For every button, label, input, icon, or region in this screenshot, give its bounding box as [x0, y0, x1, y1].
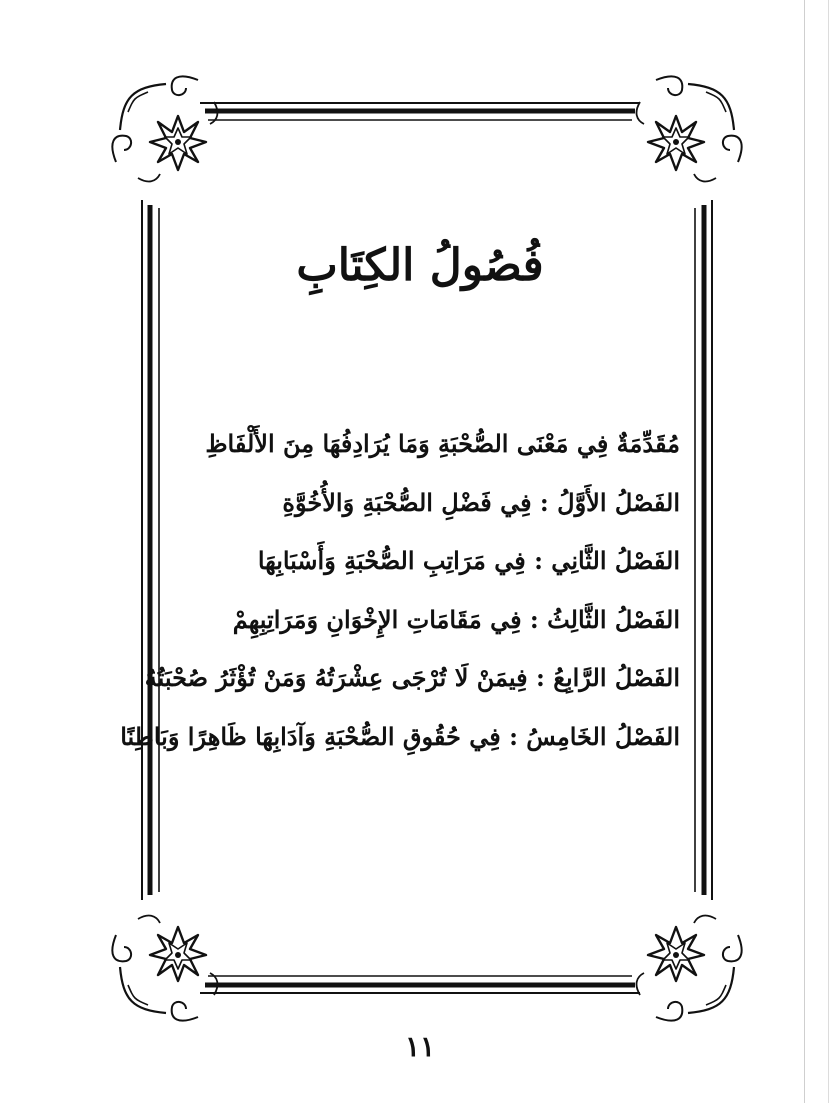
corner-bottom-right — [637, 916, 742, 1021]
eight-point-star-icon — [637, 76, 742, 181]
eight-point-star-icon — [637, 916, 742, 1021]
chapter-item-2: الفَصْلُ الثَّانِي : فِي مَرَاتِبِ الصُّحْبَةِ وَأَسْبَابِهَا — [257, 546, 680, 576]
chapter-item-introduction: مُقَدِّمَةٌ فِي مَعْنَى الصُّحْبَةِ وَمَا يُرَادِفُهَا مِنَ الأَلْفَاظِ — [205, 429, 680, 458]
corner-top-left — [112, 76, 217, 181]
chapter-item-1: الفَصْلُ الأَوَّلُ : فِي فَضْلِ الصُّحْبَةِ وَالأُخُوَّةِ — [282, 487, 680, 517]
corner-bottom-left — [112, 916, 217, 1021]
eight-point-star-icon — [112, 76, 217, 181]
chapter-item-3: الفَصْلُ الثَّالِثُ : فِي مَقَامَاتِ الإِخْوَانِ وَمَرَاتِبِهِمْ — [232, 604, 680, 634]
page-title: فُصُولُ الكِتَابِ — [296, 240, 544, 291]
page-number: ١١ — [404, 1030, 436, 1063]
eight-point-star-icon — [112, 916, 217, 1021]
chapter-list — [120, 415, 680, 767]
corner-top-right — [637, 76, 742, 181]
chapter-item-5: الفَصْلُ الخَامِسُ : فِي حُقُوقِ الصُّحْبَةِ وَآدَابِهَا ظَاهِرًا وَبَاطِنًا — [120, 721, 680, 751]
chapter-item-4: الفَصْلُ الرَّابِعُ : فِيمَنْ لَا تُرْجَى عِشْرَتُهُ وَمَنْ تُؤْثَرُ صُحْبَتُهُ — [144, 663, 680, 693]
